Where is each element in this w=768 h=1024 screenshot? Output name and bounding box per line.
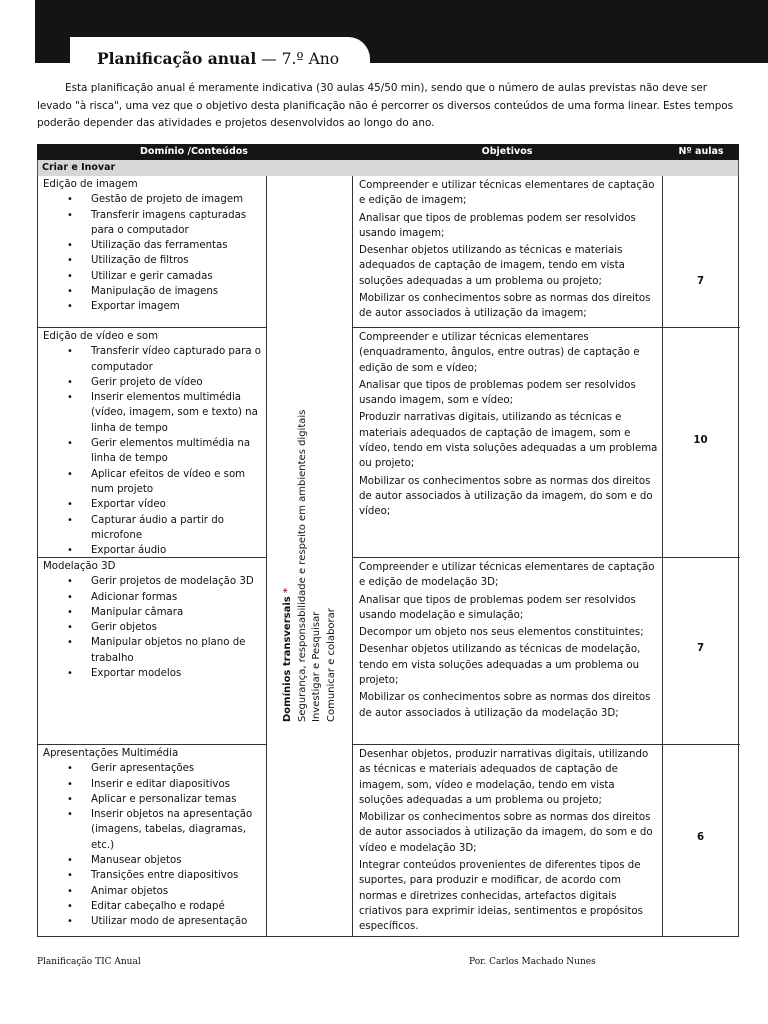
objective-text: Compreender e utilizar técnicas elementares (enquadramento, ângulos, entre outras) de captação e edição de som e vídeo;	[359, 332, 640, 374]
objectives-cell	[353, 328, 663, 522]
list-item: • Utilização de filtros	[43, 253, 267, 268]
col-header-objetivos: Objetivos	[481, 146, 533, 157]
content-list	[43, 574, 267, 681]
objective-text: Produzir narrativas digitais, utilizando as técnicas e materiais adequados de captação de imagem, som e vídeo, tendo em vista soluções adequadas a um problema ou projeto;	[359, 412, 658, 470]
domain-title: Apresentações Multimédia	[43, 748, 179, 759]
domain-cell	[38, 558, 267, 681]
planning-table	[37, 144, 739, 937]
list-item: • Gerir objetos	[43, 620, 267, 635]
objective-text: Analisar que tipos de problemas podem ser resolvidos usando modelação e simulação;	[359, 594, 636, 621]
transversal-heading: Domínios transversais	[282, 595, 293, 722]
list-item: • Utilização das ferramentas	[43, 238, 267, 253]
list-item: • Gerir projeto de vídeo	[43, 375, 267, 390]
intro-text: Esta planificação anual é meramente indicativa (30 aulas 45/50 min), sendo que o número de aulas previstas não deve ser levado "à risca", uma vez que o objetivo desta planificação não é percorrer os diversos conteúdos de uma forma linear. Estes tempos poderão depender das atividades e projetos desenvolvidos ao longo do ano.	[37, 82, 734, 129]
objective-text: Integrar conteúdos provenientes de diferentes tipos de suportes, para produzir e modificar, de acordo com normas e diretrizes conhecidas, artefactos digitais criativos para exprimir ideias, sentimentos e propósitos específicos.	[359, 860, 643, 933]
objective-text: Mobilizar os conhecimentos sobre as normas dos direitos de autor associados à utilização da imagem;	[359, 293, 651, 320]
col-header-dominio: Domínio /Conteúdos	[140, 146, 248, 157]
footer-left: Planificação TIC Anual	[37, 957, 141, 967]
list-item: • Manipular câmara	[43, 605, 267, 620]
intro-paragraph	[37, 80, 740, 133]
list-item: • Capturar áudio a partir do microfone	[43, 513, 267, 544]
list-item: • Adicionar formas	[43, 590, 267, 605]
list-item: • Inserir e editar diapositivos	[43, 777, 267, 792]
domain-title: Edição de vídeo e som	[43, 331, 159, 342]
title-grade: — 7.º Ano	[256, 50, 340, 68]
objective-text: Compreender e utilizar técnicas elementares de captação e edição de imagem;	[359, 180, 655, 207]
objective-text: Mobilizar os conhecimentos sobre as normas dos direitos de autor associados à utilização da imagem, do som e do vídeo;	[359, 475, 653, 518]
objectives-cell	[353, 745, 663, 937]
transversal-domains-cell	[268, 176, 352, 937]
list-item: • Inserir elementos multimédia (vídeo, imagem, som e texto) na linha de tempo	[43, 390, 267, 436]
objectives-cell	[353, 176, 663, 324]
content-list	[43, 344, 267, 558]
domain-cell	[38, 328, 267, 558]
list-item: • Animar objetos	[43, 884, 267, 899]
list-item: • Transições entre diapositivos	[43, 868, 267, 883]
objective-text: Mobilizar os conhecimentos sobre as normas dos direitos de autor associados à utilização da modelação 3D;	[359, 692, 651, 719]
page-title	[97, 49, 339, 68]
list-item: • Gerir elementos multimédia na linha de tempo	[43, 436, 267, 467]
list-item: • Gestão de projeto de imagem	[43, 192, 267, 207]
objectives-cell	[353, 558, 663, 723]
list-item: • Gerir projetos de modelação 3D	[43, 574, 267, 589]
objective-text: Compreender e utilizar técnicas elementares de captação e edição de modelação 3D;	[359, 562, 655, 589]
list-item: • Exportar modelos	[43, 666, 267, 681]
footer-right: Por. Carlos Machado Nunes	[469, 957, 596, 967]
section-row: Criar e Inovar	[37, 160, 739, 176]
lessons-count: 6	[696, 832, 705, 843]
list-item: • Gerir apresentações	[43, 761, 267, 776]
list-item: • Inserir objetos na apresentação (imagens, tabelas, diagramas, etc.)	[43, 807, 267, 853]
list-item: • Transferir vídeo capturado para o computador	[43, 344, 267, 375]
objective-text: Analisar que tipos de problemas podem ser resolvidos usando imagem;	[359, 212, 636, 239]
objective-text: Analisar que tipos de problemas podem ser resolvidos usando imagem, som e vídeo;	[359, 379, 636, 407]
table-header	[37, 144, 739, 160]
table-body	[37, 176, 739, 937]
lessons-count: 7	[696, 643, 705, 654]
list-item: • Manipulação de imagens	[43, 284, 267, 299]
domain-title: Edição de imagem	[43, 179, 138, 190]
col-header-aulas: Nº aulas	[678, 146, 724, 157]
title-main: Planificação anual	[97, 49, 257, 68]
list-item: • Exportar áudio	[43, 543, 267, 558]
list-item: • Utilizar e gerir camadas	[43, 269, 267, 284]
objective-text: Desenhar objetos utilizando as técnicas e materiais adequados de captação de imagem, tendo em vista soluções adequadas a um problema ou projeto;	[359, 245, 625, 287]
objective-text: Mobilizar os conhecimentos sobre as normas dos direitos de autor associados à utilização da imagem, do som e do vídeo e modelação 3D;	[359, 812, 653, 854]
domain-cell	[38, 176, 267, 315]
asterisk-marker: *	[282, 587, 293, 593]
list-item: • Transferir imagens capturadas para o computador	[43, 208, 267, 239]
transversal-line: Comunicar e colaborar	[325, 607, 337, 722]
list-item: • Aplicar efeitos de vídeo e som num projeto	[43, 467, 267, 498]
transversal-domains-text	[281, 392, 339, 722]
domain-cell	[38, 745, 267, 930]
objective-text: Desenhar objetos, produzir narrativas digitais, utilizando as técnicas e materiais adequados de captação de imagem, som, vídeo e modelação, tendo em vista soluções adequadas a um problema ou projeto;	[359, 749, 649, 806]
list-item: • Manusear objetos	[43, 853, 267, 868]
lessons-count: 7	[696, 276, 705, 287]
list-item: • Manipular objetos no plano de trabalho	[43, 635, 267, 666]
domain-title: Modelação 3D	[43, 561, 116, 572]
list-item: • Exportar vídeo	[43, 497, 267, 512]
content-list	[43, 761, 267, 929]
objective-text: Decompor um objeto nos seus elementos constituintes;	[359, 627, 644, 639]
objective-text: Desenhar objetos utilizando as técnicas de modelação, tendo em vista soluções adequadas a um problema ou projeto;	[359, 644, 641, 687]
content-list	[43, 192, 267, 314]
list-item: • Editar cabeçalho e rodapé	[43, 899, 267, 914]
list-item: • Exportar imagem	[43, 299, 267, 314]
transversal-line: Investigar e Pesquisar	[311, 611, 322, 722]
list-item: • Aplicar e personalizar temas	[43, 792, 267, 807]
lessons-count: 10	[693, 435, 708, 446]
list-item: • Utilizar modo de apresentação	[43, 914, 267, 929]
transversal-line: Segurança, responsabilidade e respeito em ambientes digitais	[296, 409, 308, 722]
